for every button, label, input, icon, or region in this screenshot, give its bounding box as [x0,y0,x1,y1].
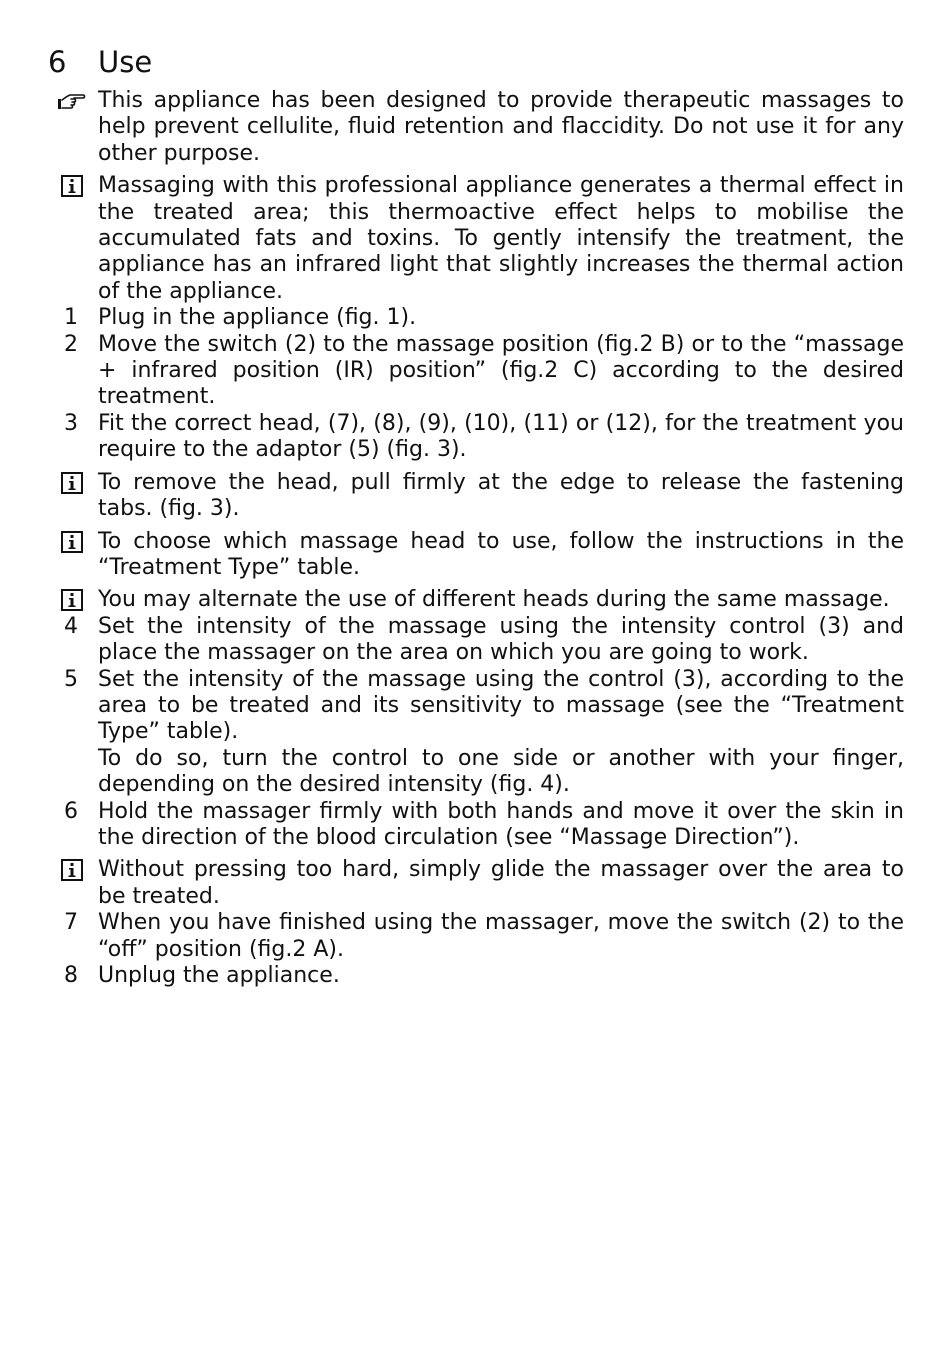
pointing-hand-icon [57,92,89,118]
section-title: Use [98,45,153,79]
step-text: Set the intensity of the massage using the control (3), according to the area to be treated and its sensitivity to massage (see the “Treatment Type” table). [98,666,904,745]
info-item [0,529,950,582]
info-text: You may alternate the use of different heads during the same massage. [98,587,890,613]
step-number: 4 [64,613,78,639]
step-item [0,411,950,464]
info-text: To remove the head, pull firmly at the edge to release the fastening tabs. (fig. 3). [98,469,904,522]
info-item [0,857,950,910]
instructions-list [0,88,950,989]
step-number: 2 [64,331,78,357]
step-text: Hold the massager firmly with both hands and move it over the skin in the direction of the blood circulation (see “Massage Direction”). [98,798,904,850]
step-item [0,332,950,411]
step-number: 7 [64,910,78,936]
step-item [0,667,950,746]
info-item [0,470,950,523]
info-item [0,587,950,613]
step-number: 6 [64,798,78,824]
section-heading [48,44,152,80]
info-text: To choose which massage head to use, follow the instructions in the “Treatment Type” table. [98,528,904,580]
info-text: Massaging with this professional appliance generates a thermal effect in the treated area; this thermoactive effect helps to mobilise the accumulated fats and toxins. To gently intensify the treatment, the appliance has an infrared light that slightly increases the thermal action of the appliance. [98,173,904,304]
info-icon [61,859,83,881]
step-item [0,614,950,667]
step-number: 1 [64,305,78,331]
info-icon [61,175,83,197]
step-text: Plug in the appliance (fig. 1). [98,305,417,331]
step-text: Unplug the appliance. [98,963,340,988]
note-item [0,88,950,167]
step-number: 5 [64,666,78,692]
note-text: This appliance has been designed to provide therapeutic massages to help prevent cellulite, fluid retention and flaccidity. Do not use it for any other purpose. [98,88,904,166]
info-icon [61,472,83,494]
continuation-text: To do so, turn the control to one side or another with your finger, depending on the desired intensity (fig. 4). [98,745,904,798]
step-text: Fit the correct head, (7), (8), (9), (10), (11) or (12), for the treatment you require to the adaptor (5) (fig. 3). [98,410,904,463]
step-item [0,305,950,331]
step-number: 8 [64,963,78,988]
step-item [0,963,950,989]
info-text: Without pressing too hard, simply glide the massager over the area to be treated. [98,857,904,909]
step-text: Set the intensity of the massage using the intensity control (3) and place the massager on the area on which you are going to work. [98,613,904,666]
step-item [0,910,950,963]
info-item [0,173,950,305]
step-item [0,799,950,852]
step-continuation [0,746,950,799]
info-icon [61,589,83,611]
step-text: When you have finished using the massager, move the switch (2) to the “off” position (fig.2 A). [98,910,904,962]
section-number: 6 [48,45,67,79]
step-number: 3 [64,410,78,436]
step-text: Move the switch (2) to the massage position (fig.2 B) or to the “massage + infrared position (IR) position” (fig.2 C) according to the desired treatment. [98,331,904,410]
info-icon [61,531,83,553]
